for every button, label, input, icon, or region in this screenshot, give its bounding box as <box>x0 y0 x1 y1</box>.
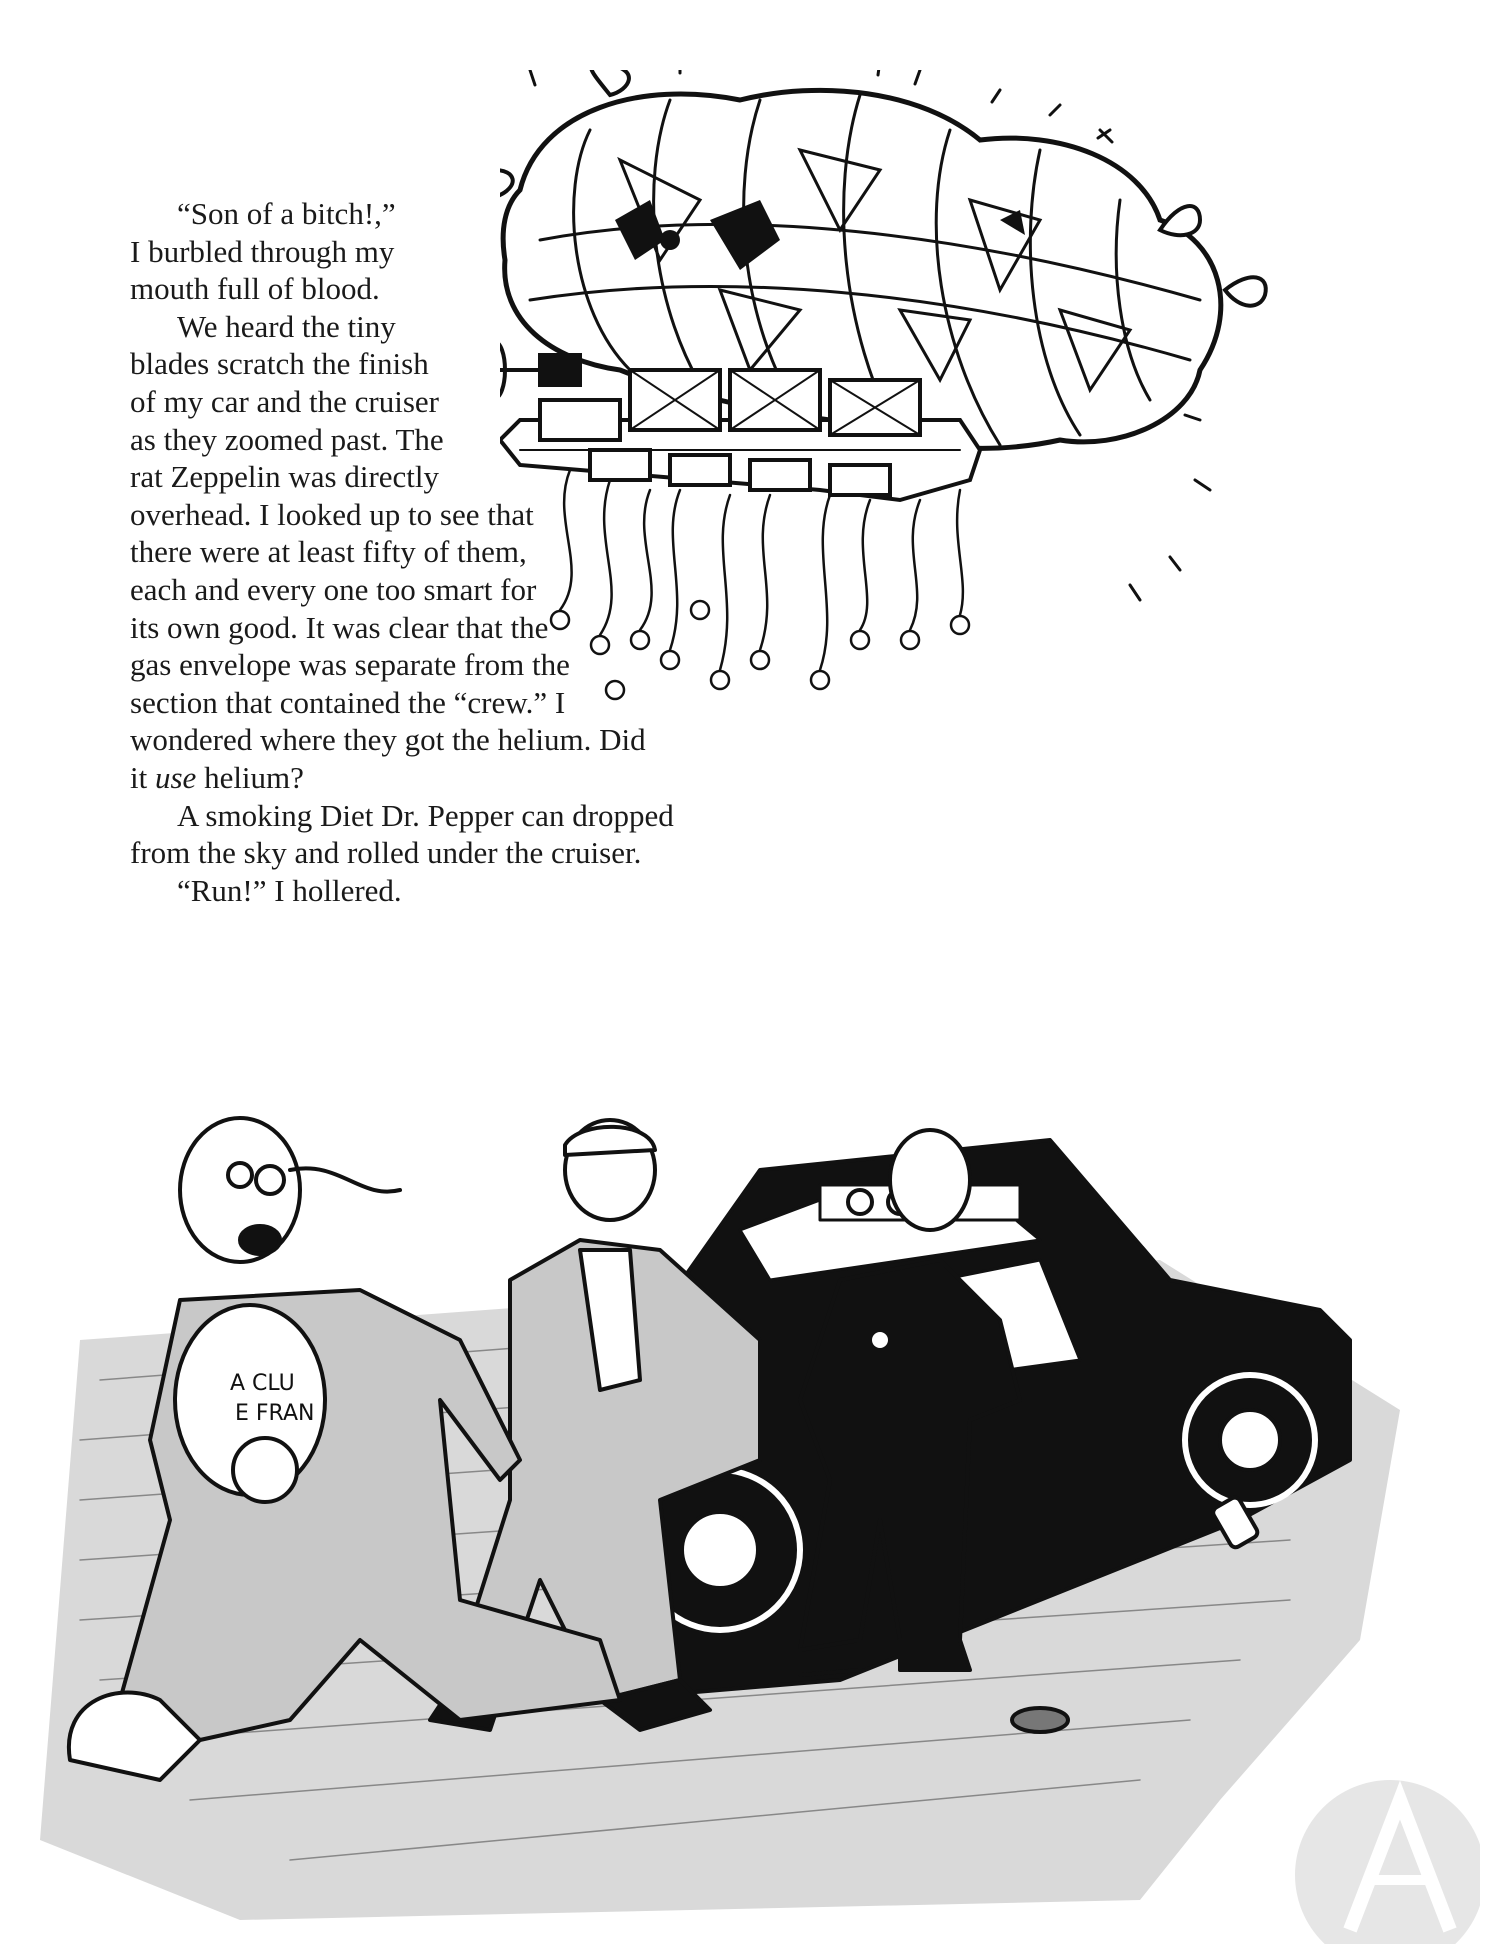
story-line-prefix: it <box>130 759 155 795</box>
story-line: “Run!” I hollered. <box>177 872 402 908</box>
story-line: there were at least fifty of them, <box>130 534 527 570</box>
story-line: mouth full of blood. <box>130 271 380 307</box>
story-line: gas envelope was separate from the <box>130 647 570 683</box>
story-line: We heard the tiny <box>177 308 396 344</box>
rat-zeppelin-illustration <box>500 70 1400 810</box>
story-line: “Son of a bitch!,” <box>177 196 396 231</box>
story-line: of my car and the cruiser <box>130 383 440 419</box>
street-chase-illustration <box>40 1080 1460 1920</box>
shirt-text-2: E FRAN <box>235 1401 315 1426</box>
shirt-text-1: A CLU <box>230 1371 295 1396</box>
story-line-emphasis: use <box>154 759 197 795</box>
story-line: from the sky and rolled under the cruiser. <box>130 835 642 871</box>
story-line-suffix: helium? <box>196 759 304 795</box>
story-line: each and every one too smart for <box>130 571 537 607</box>
story-line: section that contained the “crew.” I <box>130 684 566 720</box>
story-line: blades scratch the finish <box>130 346 429 382</box>
story-line: rat Zeppelin was directly <box>130 459 440 495</box>
story-line: its own good. It was clear that the <box>130 609 549 645</box>
story-line: as they zoomed past. The <box>130 421 444 457</box>
story-line: I burbled through my <box>130 233 395 269</box>
dropped-cap <box>1012 1708 1068 1732</box>
rats <box>551 601 969 699</box>
story-line: overhead. I looked up to see that <box>130 496 534 532</box>
story-line: wondered where they got the helium. Did <box>130 722 646 758</box>
publisher-watermark-logo <box>1280 1760 1480 1944</box>
story-line: A smoking Diet Dr. Pepper can dropped <box>177 797 674 833</box>
